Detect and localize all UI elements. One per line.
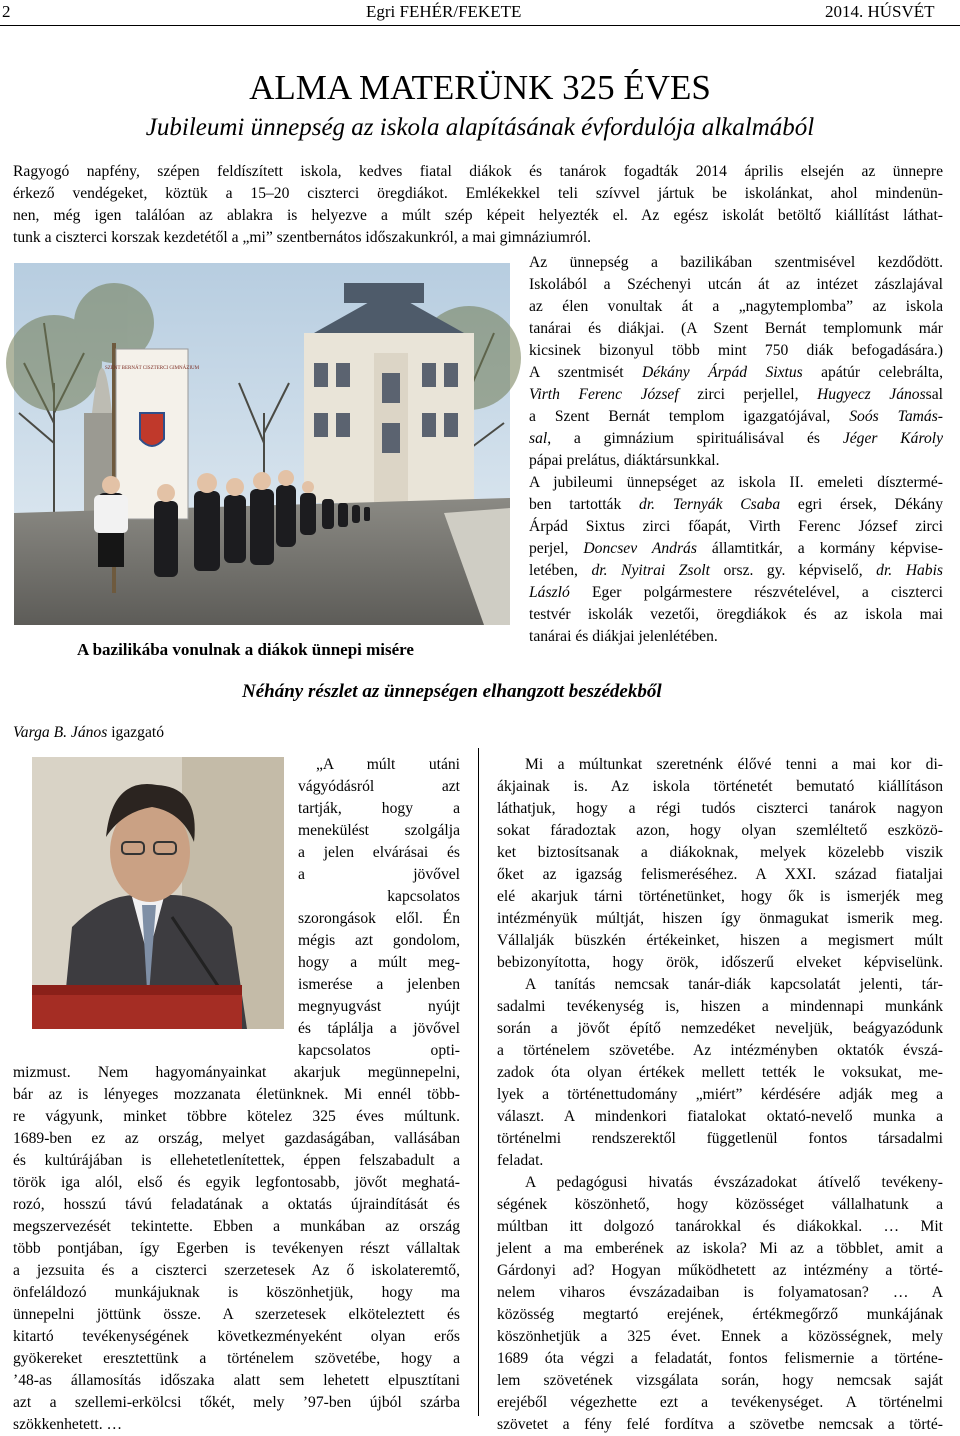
speech-line: a jezsuita és a ciszterci szerzetesek Az ő iskolateremtő, [13,1262,460,1279]
text-run: sal [925,386,943,403]
speech-line: török iga alól, első és egyik legfontosabb, jövőt meghatá- [13,1174,460,1191]
quote-line: megnyugvást nyújt [298,998,460,1015]
speech-line: re vágyunk, minket többre kötelez 325 éves múltunk. [13,1108,460,1125]
quote-line: kapcsolatos [387,888,460,905]
speech-line: történelmi rendszerektől függetlenül fontos társadalmi [497,1130,943,1147]
quote-line: a jelen elvárásai és [298,844,460,861]
ceremony-line: Iskolából a Széchenyi utcán át az intézet zászlajával [529,276,943,293]
article-subtitle: Jubileumi ünnepség az iskola alapításának évfordulója alkalmából [145,114,815,141]
speech-line: bár az is lényeges mozzanata életünknek. Mi ennél több- [13,1086,460,1103]
speech-line: jelent a ma emberének az iskola? Mi az a többlet, amit a [497,1240,943,1257]
quote-line: a jövővel [298,866,460,883]
issue-label: 2014. HÚSVÉT [825,2,935,21]
person-name: dr. Nyitrai Zsolt [591,562,710,579]
ceremony-line: pápai prelátus, diáktársunkkal. [529,452,720,469]
speaker-illustration [32,757,284,1029]
ceremony-paragraph [529,252,943,648]
speech-line: több pontjában, így Egerben is tevékenyen részt vállaltak [13,1240,460,1257]
speech-continuation [13,1062,460,1436]
text-run: egri érsek, Dékány [780,496,943,513]
ceremony-line: testvér iskolák vezetői, öregdiákok és az iskola mai [529,606,943,623]
quote-line: menekülést szolgálja [298,822,460,839]
speech-line: láthatjuk, hogy a régi tudós ciszterci tanárok nagyon [497,800,943,817]
speech-line: zadok óta olyan értékek mellett tették le voksukat, me- [497,1064,943,1081]
header-rule [0,25,960,26]
text-run: államtitkár, a kormány képvise- [696,540,943,557]
text-run: letében, [529,562,592,579]
speech-line: és kultúrájában is ellehetetlenítettek, éppen felszabadult a [13,1152,460,1169]
speech-line: lem szövetének vizsgálata során, hogy nemcsak saját [497,1372,943,1389]
person-name: dr. Habis [876,562,943,579]
intro-line: nen, még igen találóan az ablakra is helyezve a múlt szép képeit helyezték el. Az egész iskolát betöltő kiállítást láthat- [13,207,943,224]
person-name: Virth Ferenc József [529,386,679,403]
person-name: Hugyecz János [817,386,926,403]
speech-line: intézményük múltját, hiszen így önmagukat ismerik meg. [497,910,943,927]
ceremony-line [529,428,943,450]
speaker-role: igazgató [111,724,165,741]
speech-line: A pedagógusi hivatás évszázadokat átívelő tevékeny- [525,1174,943,1191]
speech-line: köszönhetjük a 325 évet. Ennek a közösségnek, mely [497,1328,943,1345]
ceremony-line: az élen vonultak át a „nagytemplomba” az iskola [529,298,943,315]
person-name: Jéger Károly [842,430,944,447]
speech-line: választ. A mindenkori fiatalokat oktató-nevelő munka a [497,1108,943,1125]
banner-text: SZENT BERNÁT CISZTERCI GIMNÁZIUM [104,366,200,371]
intro-line: tunk a ciszterci korszak kezdetétől a „mi” szentbernátos időszakunkról, a mai gimnáziumról. [13,229,592,246]
speaker-name: Varga B. János [13,724,108,741]
text-run: ben tartották [529,496,640,513]
speech-line: lyek a történettudomány „miért” kérdésére adják meg a [497,1086,943,1103]
text-run: perjel, [529,540,584,557]
speech-line: sokat fáradoztak azon, hogy olyan szemléltető eszközö- [497,822,943,839]
speech-right-column [497,754,943,1436]
quote-line: szorongások elől. Én [298,910,460,927]
speech-line: ’48-as államosítás időszaka alatt sem lehetett elpusztítani [13,1372,460,1389]
speech-line: kitartó tevékenységének következményeként olyan erős [13,1328,460,1345]
quote-line: és táplálja a jövővel [298,1020,460,1037]
speech-line: szökkenhetett. … [13,1416,123,1433]
speech-line: őket az igazság felismeréséhez. A XXI. század fiataljai [497,866,943,883]
ceremony-line: tanárai és diákjai jelenlétében. [529,628,718,645]
intro-line: érkező vendégeket, köztük a 15–20 ciszterci öregdiákot. Emlékekkel teli szívvel jártuk be iskolánkat, ahol mindenün- [13,185,943,202]
speech-line: Mi a múltunkat szeretnénk élővé tenni a mai kor di- [525,756,943,773]
ceremony-line [529,538,943,560]
speech-line: bebizonyította, hogy örök, időszerű elveket képviselünk. [497,954,943,971]
photo-caption: A bazilikába vonulnak a diákok ünnepi misére [77,640,414,659]
page-number: 2 [2,2,11,21]
text-run: Eger polgármestere részvételével, a ciszterci [569,584,943,601]
quote-line: hogy a múlt meg- [298,954,460,971]
speech-line: 1689-ben ez az ország, melyet gazdaságában, vallásában [13,1130,460,1147]
publication-name: Egri FEHÉR/FEKETE [366,2,522,21]
speech-line: során a jövőt építő nemzedéket neveljük, beágyazódunk [497,1020,943,1037]
speech-line: közösség megtartó erejének, értékmegőrző munkájának [497,1306,943,1323]
ceremony-line [529,384,943,406]
intro-paragraph [13,161,943,249]
quote-line: vágyódásról azt [298,778,460,795]
procession-photo [14,263,510,625]
quote-line: tartják, hogy a [298,800,460,817]
quote-line: „A múlt utáni [316,756,460,773]
ceremony-line: tanárai és diákjai. (A Szent Bernát templomunk már [529,320,943,337]
speech-line: Gárdonyi ad? Hogyan működhetett az intézmény a törté- [497,1262,943,1279]
ceremony-line [529,582,943,604]
person-name: Soós Tamás- [849,408,943,425]
speech-line: múltban itt dolgozó tanárokkal és diákokkal. … Mit [497,1218,943,1235]
speech-line: ségének köszönhető, hogy közösséget vállalhatunk a [497,1196,943,1213]
section-title: Néhány részlet az ünnepségen elhangzott beszédekből [242,681,662,702]
quote-line: ismerése a jelenben [298,976,460,993]
speech-line: erejéből végezhette ezt a tevékenységet. A történelmi [497,1394,943,1411]
text-run: orsz. gy. képviselő, [709,562,877,579]
speech-quote [298,754,460,1062]
ceremony-line [529,362,943,384]
speech-line: ket biztosítsanak a diákoknak, melyek közelebb viszik [497,844,943,861]
speech-line: ákjainak is. Az iskola történetét bemutató kiállításon [497,778,943,795]
speech-line: A tanítás nemcsak tanár-diák kapcsolatát jelenti, tár- [525,976,943,993]
quote-line: kapcsolatos opti- [298,1042,460,1059]
speech-line: rozó, hosszú távú feladatának a oktatás újraindítását és [13,1196,460,1213]
speaker-label [13,722,164,744]
person-name: Dékány Árpád Sixtus [642,364,803,381]
speech-line: feladat. [497,1152,544,1169]
speech-line: mizmust. Nem hagyományainkat akarjuk megünnepelni, [13,1064,460,1081]
page-header [0,0,960,26]
speech-line: szövetet a fény felé fordítva a szövetbe nemcsak a törté- [497,1416,943,1433]
speech-line: ünnepelni jöttünk össze. A szerzetesek elköteleztett és [13,1306,460,1323]
speech-line: a történelem szövetébe. Az intézményben oktatók évszá- [497,1042,943,1059]
intro-line: Ragyogó napfény, szépen feldíszített iskola, kedves fiatal diákok és tanárok fogadták 2014 április elsején az ünnepre [13,163,943,180]
text-run: a Szent Bernát templom igazgatójával, [529,408,850,425]
ceremony-line [529,560,943,582]
person-name: dr. Ternyák Csaba [639,496,781,513]
ceremony-line: Az ünnepség a bazilikában szentmisével kezdődött. [529,254,943,271]
speech-line: Vállalják büszkén értékeinket, hiszen a megismert múlt [497,932,943,949]
speech-line: sadalmi tevékenység is, hiszen a mindennapi munkánk [497,998,943,1015]
ceremony-line [529,494,943,516]
speech-line: gyökereket eresztettünk a történelem szövetébe, hogy a [13,1350,460,1367]
speech-line: azt a szellemi-erkölcsi tőkét, mely ’97-ben újból szárba [13,1394,460,1411]
speech-line: 1689 óta végzi a feladatát, fontos felismernie a történe- [497,1350,943,1367]
column-divider [478,748,479,1416]
text-run: , a gimnázium spirituálisával és [547,430,843,447]
ceremony-line: kicsinek bizonyul több mint 750 diák befogadására.) [529,342,943,359]
ceremony-line [529,406,943,428]
speech-line: önfeláldozó munkájuknak is köszönhetjük, hogy ma [13,1284,460,1301]
text-run: zirci perjellel, [678,386,818,403]
procession-illustration [14,263,510,625]
speech-line: megszervezését tekintette. Ebben a munkában az ország [13,1218,460,1235]
person-name: Doncsev András [583,540,697,557]
text-run: apátúr celebrálta, [802,364,943,381]
speech-line: nelem viharos évszázadaiban is folyamatosan? … A [497,1284,943,1301]
speech-line: elé akarjuk tárni történetünket, hogy ők is ismerjék meg [497,888,943,905]
text-run: A szentmisét [529,364,643,381]
person-name: sal [529,430,548,447]
article-title: ALMA MATERÜNK 325 ÉVES [249,68,711,107]
ceremony-line: A jubileumi ünnepséget az iskola II. emeleti dísztermé- [529,474,943,491]
speaker-photo [32,757,284,1029]
person-name: László [529,584,570,601]
quote-line: mégis azt gondolom, [298,932,460,949]
ceremony-line: Árpád Sixtus zirci főapát, Virth Ferenc József zirci [529,518,943,535]
